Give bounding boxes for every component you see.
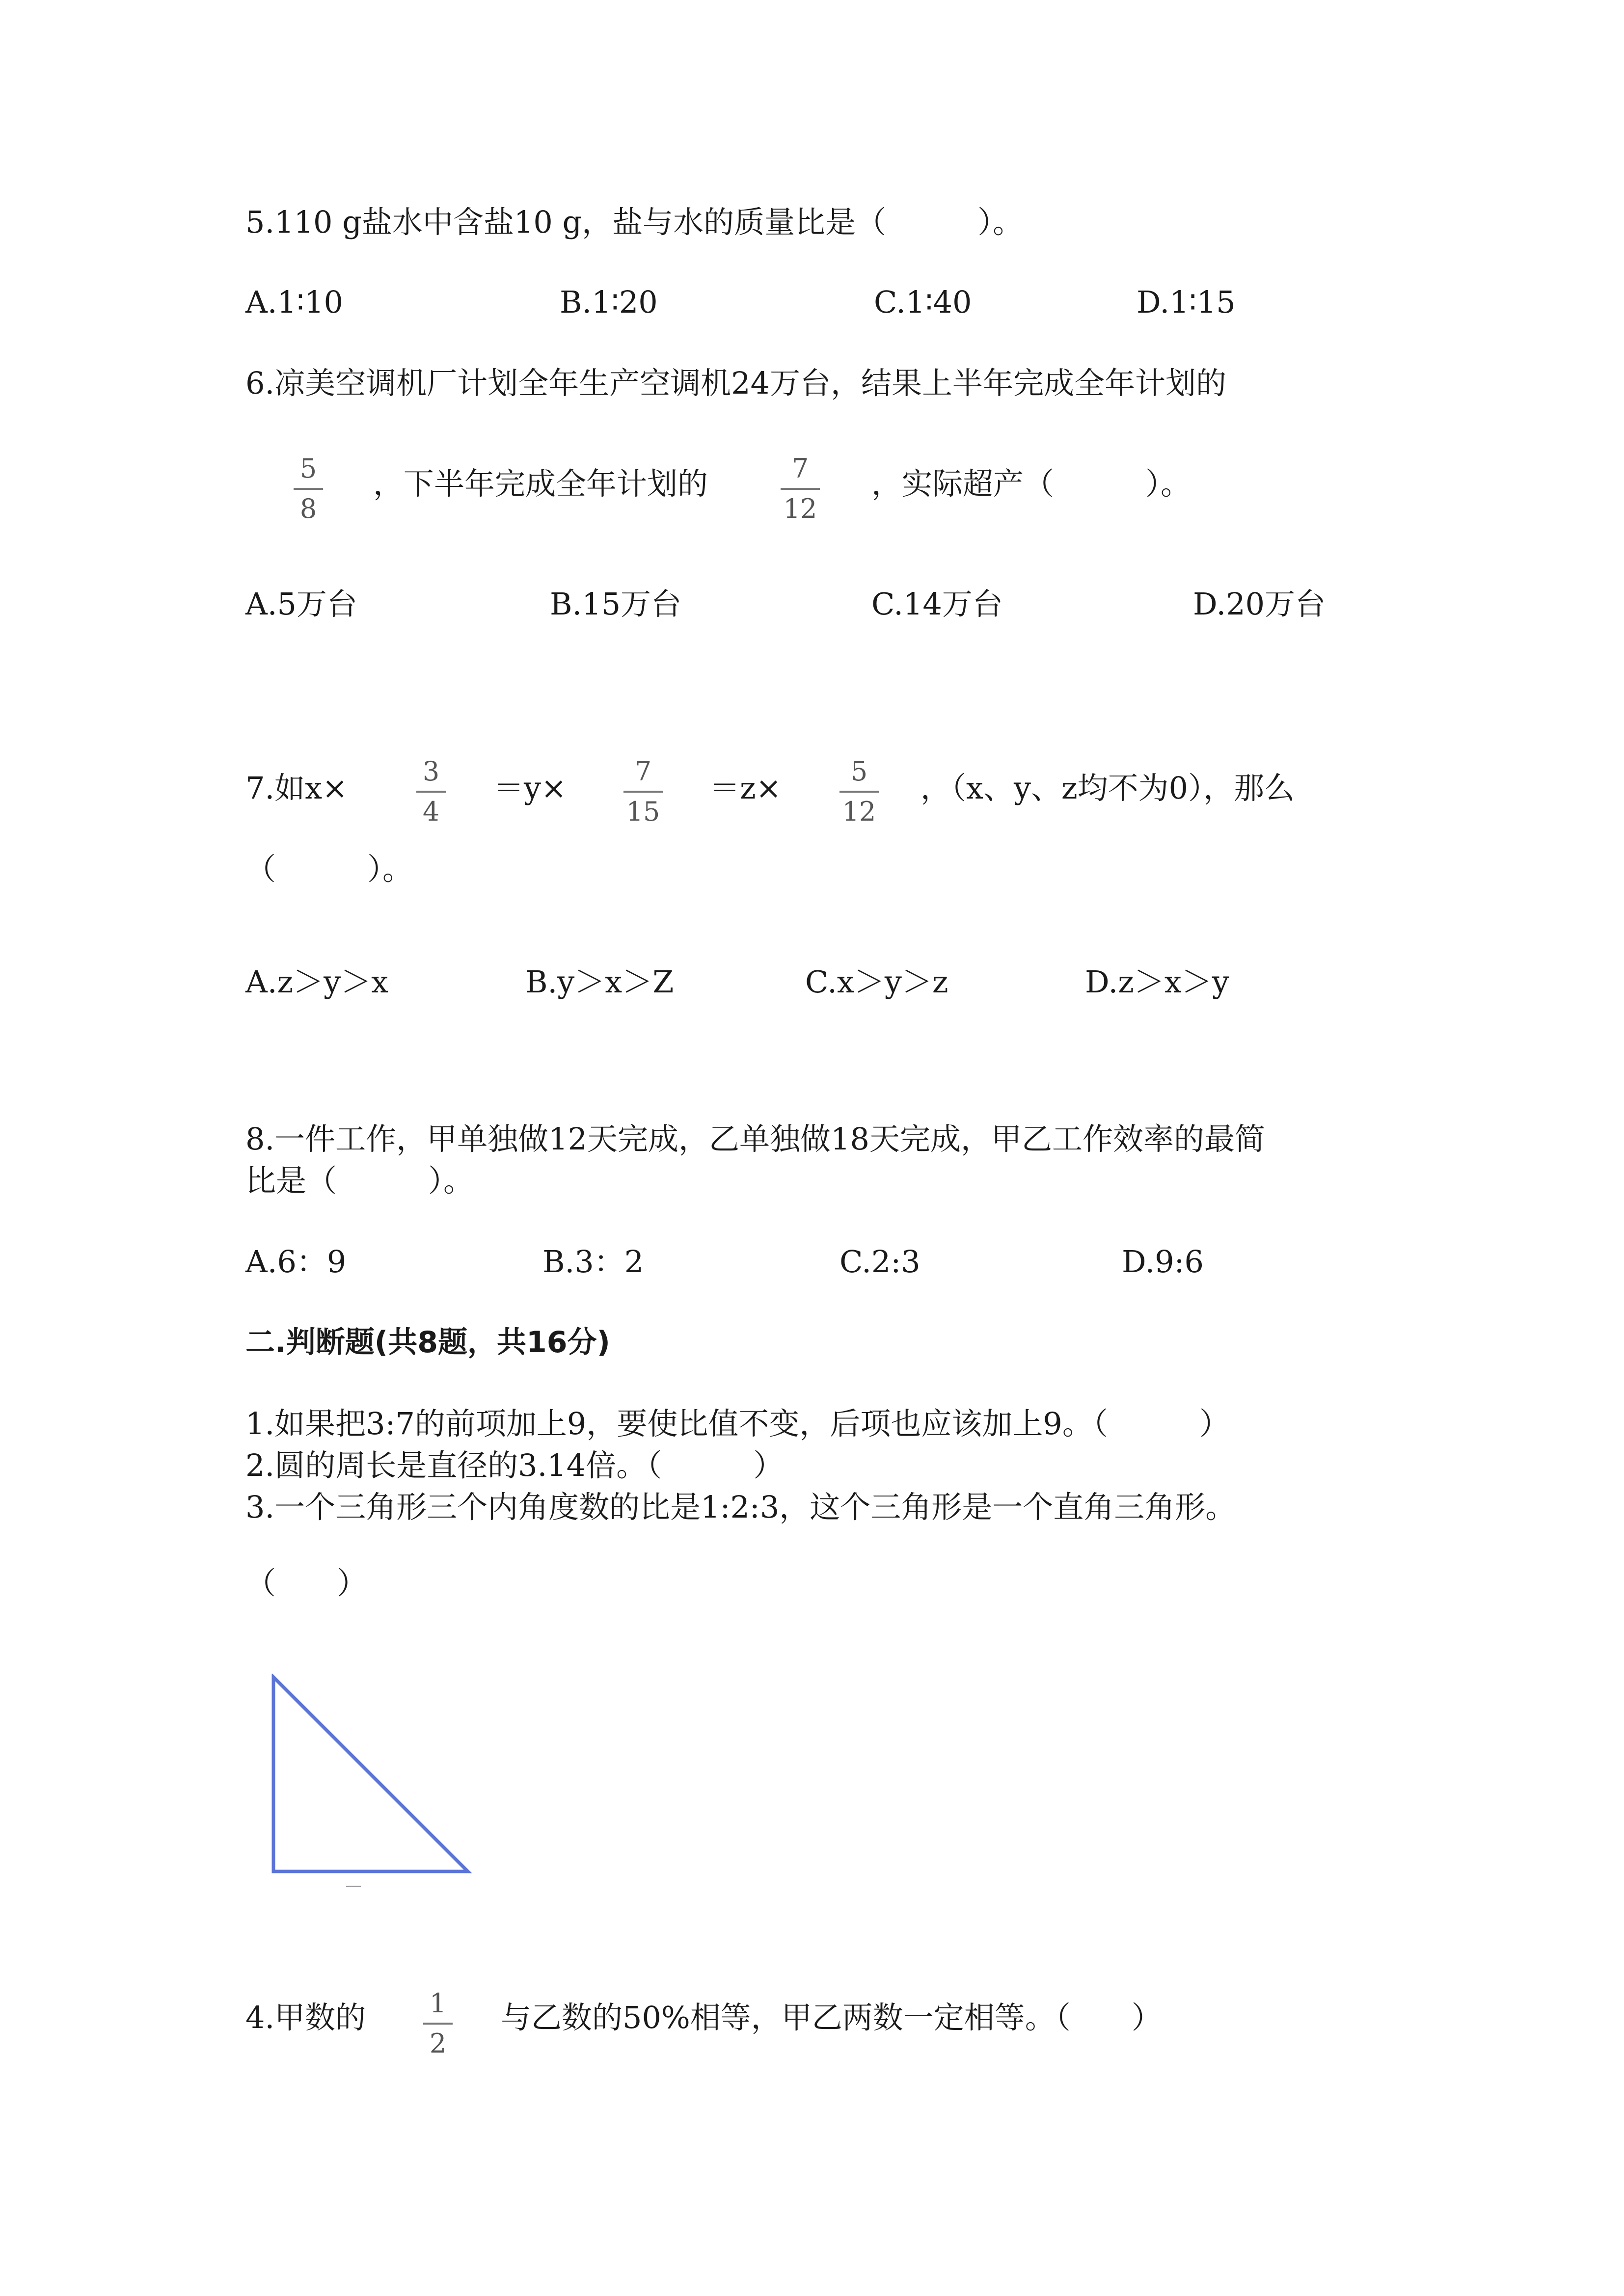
fraction-denominator: 15 — [626, 796, 660, 827]
q7-option-a: A.z＞y＞x — [245, 964, 389, 1000]
q7-part2: ＝y× — [493, 770, 567, 806]
fraction-numerator: 7 — [791, 453, 809, 484]
q5-option-d: D.1∶15 — [1137, 284, 1236, 320]
q6-option-b: B.15万台 — [550, 586, 682, 622]
q8-line1: 8.一件工作，甲单独做12天完成，乙单独做18天完成，甲乙工作效率的最简 — [245, 1121, 1265, 1157]
fraction-numerator: 3 — [422, 756, 440, 787]
right-triangle-figure — [265, 1674, 481, 1880]
triangle-shape — [273, 1677, 468, 1871]
fraction-numerator: 5 — [850, 756, 868, 787]
q5-stem: 5.110 g盐水中含盐10 g，盐与水的质量比是（ ）。 — [245, 204, 1024, 240]
q6-end-text: ，实际超产（ ）。 — [871, 466, 1191, 502]
judge-question-4-prefix: 4.甲数的 — [245, 2000, 366, 2035]
fraction-denominator: 12 — [842, 796, 876, 827]
q7-line2: （ ）。 — [245, 851, 413, 887]
q8-option-c: C.2:3 — [839, 1244, 920, 1280]
q6-fraction-1 — [294, 455, 323, 522]
q6-mid-text: ，下半年完成全年计划的 — [373, 466, 708, 502]
q8-option-a: A.6：9 — [245, 1244, 347, 1280]
q7-option-b: B.y＞x＞Z — [525, 964, 674, 1000]
fraction-denominator: 12 — [783, 493, 817, 524]
judge-question-3-answer: （ ） — [245, 1565, 368, 1601]
fraction-denominator: 8 — [299, 493, 317, 524]
fraction-bar — [781, 488, 820, 490]
fraction-denominator: 4 — [422, 796, 440, 827]
figure-mark — [346, 1886, 361, 1887]
q5-option-c: C.1∶40 — [874, 284, 972, 320]
fraction-denominator: 2 — [429, 2028, 447, 2059]
q7-option-c: C.x＞y＞z — [805, 964, 948, 1000]
q7-suffix: ，（x、y、z均不为0），那么 — [920, 770, 1295, 806]
q6-fraction-2 — [781, 455, 820, 522]
q7-fraction-1 — [416, 758, 446, 825]
fraction-bar — [294, 488, 323, 490]
judge-question-4-fraction — [423, 1990, 453, 2057]
q7-part3: ＝z× — [709, 770, 782, 806]
fraction-bar — [423, 2023, 453, 2025]
q6-option-d: D.20万台 — [1193, 586, 1326, 622]
q7-fraction-2 — [623, 758, 663, 825]
q6-option-a: A.5万台 — [245, 586, 357, 622]
judge-question-2: 2.圆的周长是直径的3.14倍。（ ） — [245, 1447, 784, 1483]
judge-question-1: 1.如果把3:7的前项加上9，要使比值不变，后项也应该加上9。（ ） — [245, 1406, 1230, 1442]
q8-line2: 比是（ ）。 — [245, 1163, 474, 1199]
q6-stem-line1: 6.凉美空调机厂计划全年生产空调机24万台，结果上半年完成全年计划的 — [245, 365, 1227, 401]
q7-option-d: D.z＞x＞y — [1085, 964, 1229, 1000]
fraction-numerator: 5 — [299, 453, 317, 484]
fraction-bar — [623, 791, 663, 793]
section-heading: 二.判断题(共8题，共16分) — [245, 1325, 610, 1360]
fraction-numerator: 1 — [429, 1988, 447, 2019]
judge-question-4-suffix: 与乙数的50%相等，甲乙两数一定相等。（ ） — [501, 2000, 1162, 2035]
q6-option-c: C.14万台 — [871, 586, 1003, 622]
q5-option-b: B.1∶20 — [560, 284, 658, 320]
fraction-bar — [839, 791, 879, 793]
judge-question-3: 3.一个三角形三个内角度数的比是1:2:3，这个三角形是一个直角三角形。 — [245, 1489, 1236, 1525]
q7-prefix: 7.如x× — [245, 770, 348, 806]
q8-option-d: D.9:6 — [1122, 1244, 1204, 1280]
q7-fraction-3 — [839, 758, 879, 825]
fraction-bar — [416, 791, 446, 793]
q8-option-b: B.3：2 — [542, 1244, 644, 1280]
q5-option-a: A.1∶10 — [245, 284, 343, 320]
fraction-numerator: 7 — [634, 756, 652, 787]
